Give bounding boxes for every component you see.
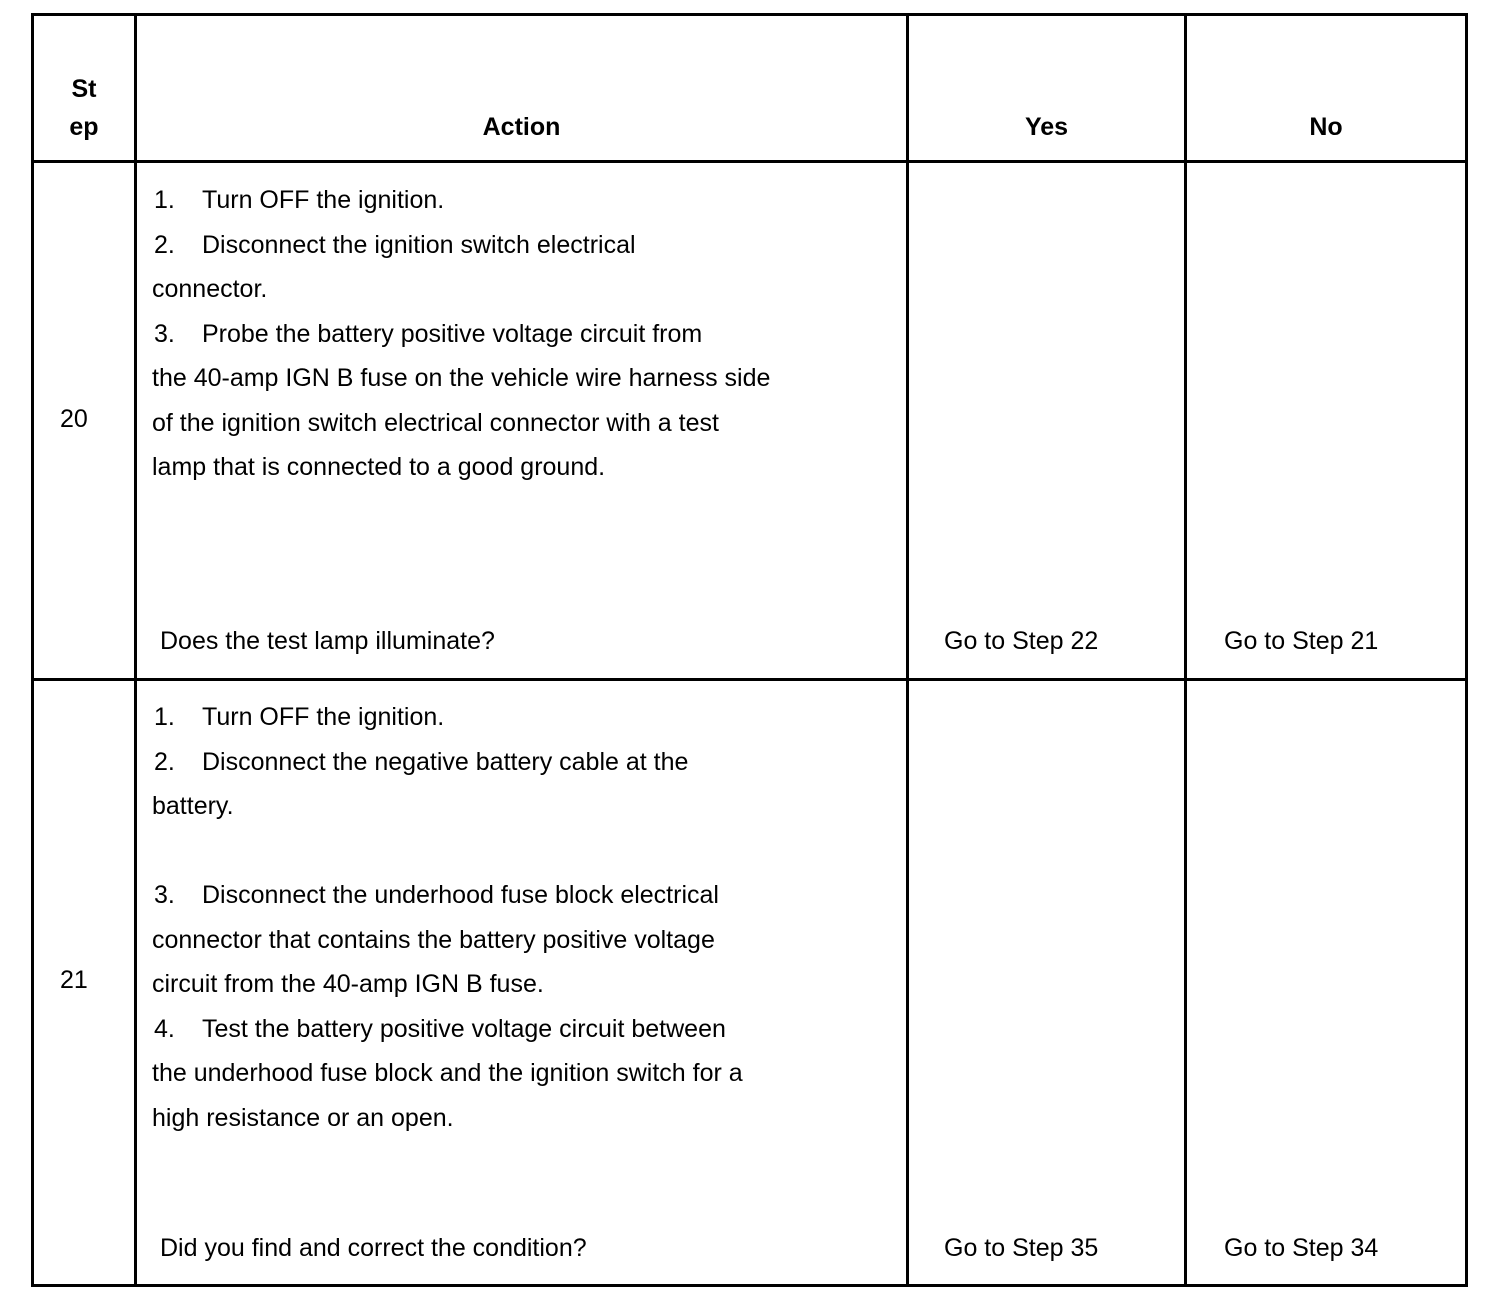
action-steps bbox=[152, 178, 770, 490]
action-line: battery. bbox=[152, 792, 234, 820]
step-number: 20 bbox=[60, 405, 88, 433]
action-question: Did you find and correct the condition? bbox=[160, 1234, 587, 1262]
action-line: high resistance or an open. bbox=[152, 1103, 454, 1132]
table-border-bottom bbox=[31, 1284, 1468, 1287]
header-step-line1: St bbox=[71, 75, 97, 103]
no-result: Go to Step 21 bbox=[1224, 627, 1379, 655]
action-steps bbox=[152, 695, 743, 1140]
action-line: lamp that is connected to a good ground. bbox=[152, 453, 606, 481]
action-line: connector that contains the battery positive voltage bbox=[152, 925, 715, 954]
row-divider bbox=[31, 678, 1468, 681]
action-line: 2. Disconnect the ignition switch electrical bbox=[154, 230, 636, 259]
header-yes: Yes bbox=[1024, 113, 1069, 141]
header-step-line2: ep bbox=[69, 113, 99, 141]
action-line: 4. Test the battery positive voltage circuit between bbox=[154, 1014, 726, 1043]
action-line: of the ignition switch electrical connector with a test bbox=[152, 408, 719, 437]
action-line: the underhood fuse block and the ignition switch for a bbox=[152, 1059, 743, 1087]
action-line: 2. Disconnect the negative battery cable at the bbox=[154, 747, 689, 776]
table-border-right bbox=[1465, 13, 1468, 1287]
header-step bbox=[34, 70, 134, 146]
no-result: Go to Step 34 bbox=[1224, 1234, 1379, 1262]
table-border-top bbox=[31, 13, 1468, 16]
header-action: Action bbox=[482, 113, 561, 141]
yes-result: Go to Step 35 bbox=[944, 1234, 1099, 1262]
step-number: 21 bbox=[60, 966, 88, 994]
action-line: connector. bbox=[152, 275, 268, 303]
column-divider-yes bbox=[1184, 13, 1187, 1287]
yes-result: Go to Step 22 bbox=[944, 627, 1099, 655]
header-divider bbox=[31, 160, 1468, 163]
table-border-left bbox=[31, 13, 34, 1287]
action-question: Does the test lamp illuminate? bbox=[160, 627, 495, 655]
action-line: 3. Disconnect the underhood fuse block electrical bbox=[154, 881, 719, 909]
column-divider-step bbox=[134, 13, 137, 1287]
column-divider-action bbox=[906, 13, 909, 1287]
header-no: No bbox=[1309, 113, 1343, 141]
action-line: the 40-amp IGN B fuse on the vehicle wire harness side bbox=[152, 364, 771, 392]
action-line: 3. Probe the battery positive voltage circuit from bbox=[154, 319, 703, 348]
action-line: circuit from the 40-amp IGN B fuse. bbox=[152, 970, 544, 998]
action-line bbox=[152, 829, 743, 874]
action-line: 1. Turn OFF the ignition. bbox=[154, 703, 445, 731]
action-line: 1. Turn OFF the ignition. bbox=[154, 186, 445, 214]
diagnostic-table bbox=[31, 13, 1468, 1287]
